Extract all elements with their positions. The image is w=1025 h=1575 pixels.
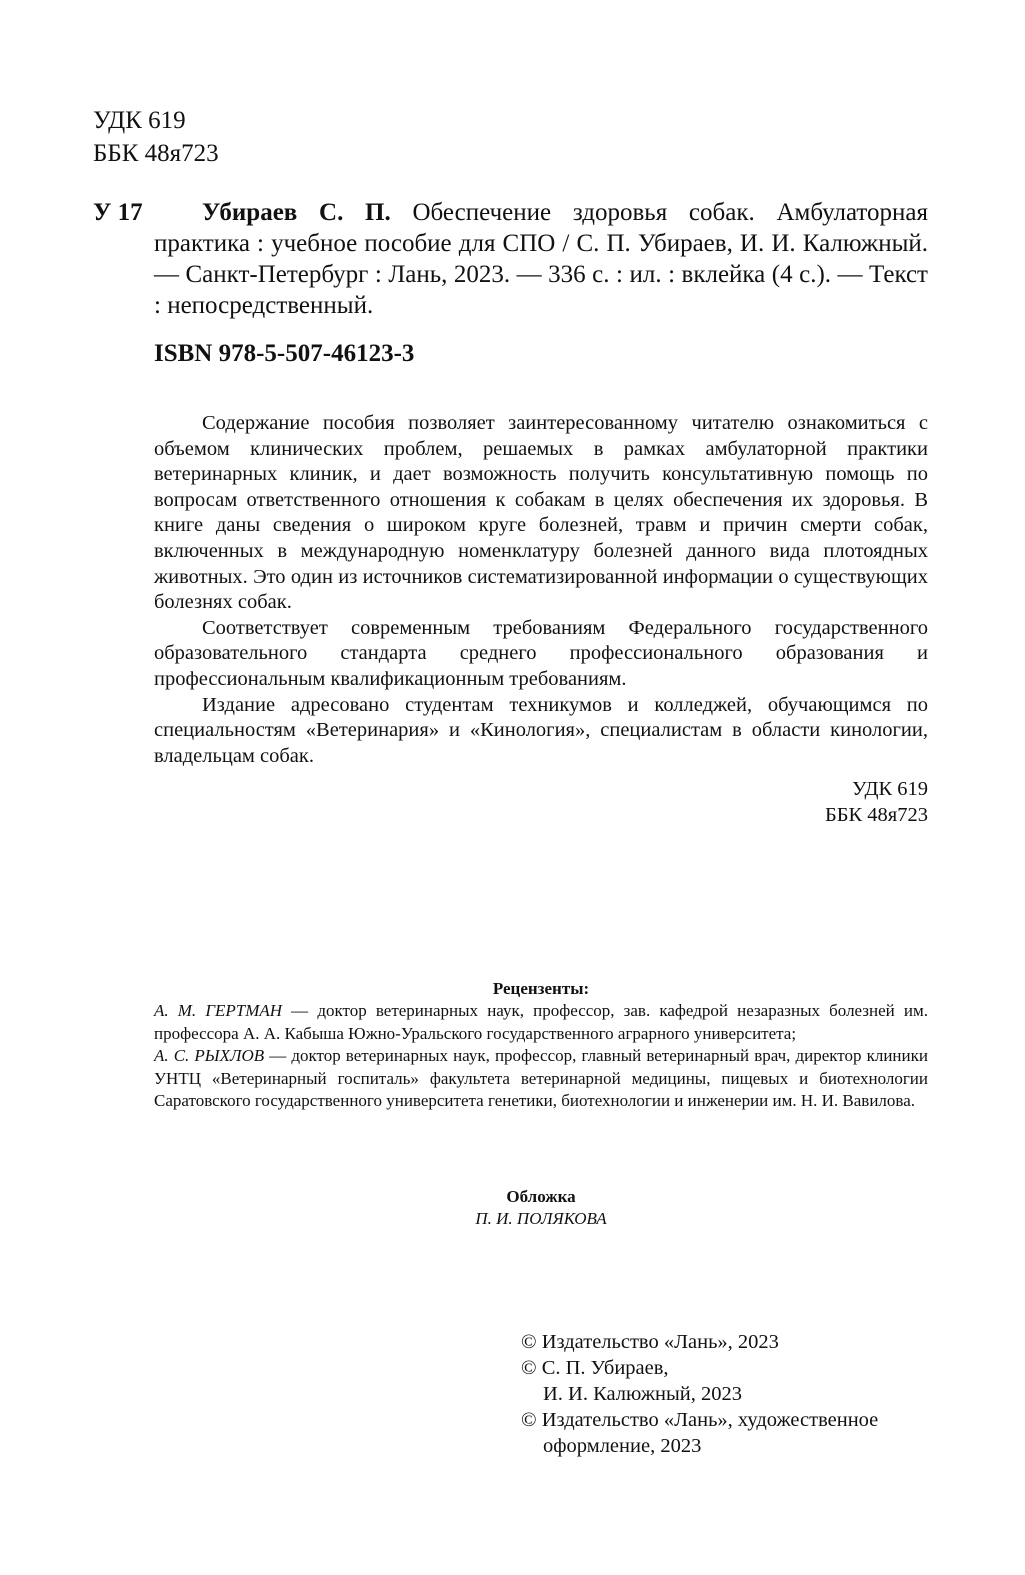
author-sign: У 17 [93, 199, 143, 226]
reviewer-description: — доктор ветеринарных наук, профессор, зав. кафедрой незаразных болезней им. профессора А. А. Кабыша Южно-Уральского государственного аграрного университета; [154, 1001, 929, 1043]
annotation-paragraph: Соответствует современным требованиям Федерального государственного образовательного стандарта среднего профессионального образования и профессиональным квалификационным требованиям. [154, 616, 928, 690]
copyright-line: И. И. Калюжный, 2023 [543, 1383, 742, 1405]
reviewer-description: — доктор ветеринарных наук, профессор, главный ветеринарный врач, директор клиники УНТЦ «Ветеринарный госпиталь» факультета ветеринарной медицины, пищевых и биотехнологии Саратовского государственного университета генетики, биотехнологии и инженерии им. Н. И. Вавилова. [154, 1046, 928, 1111]
reviewer-entry [154, 1000, 928, 1045]
bbk-code: ББК 48я723 [824, 804, 928, 826]
copyright-line: © Издательство «Лань», 2023 [521, 1331, 779, 1353]
annotation-paragraph: Содержание пособия позволяет заинтересованному читателю ознакомиться с объемом клинических проблем, решаемых в рамках амбулаторной практики ветеринарных клиник, и дает возможность получить консультативную помощь по вопросам ответственного отношения к собакам в целях обеспечения их здоровья. В книге даны сведения о широком круге болезней, травм и причин смерти собак, включенных в международную номенклатуру болезней данного вида плотоядных животных. Это один из источников систематизированной информации о существующих болезнях собак. [154, 412, 928, 614]
cover-designer: П. И. ПОЛЯКОВА [475, 1209, 607, 1228]
reviewer-entry [154, 1045, 928, 1112]
copyright-line: оформление, 2023 [543, 1435, 702, 1457]
annotation [154, 411, 928, 769]
annotation-paragraph: Издание адресовано студентам техникумов и колледжей, обучающимся по специальностям «Ветеринария» и «Кинология», специалистам в области кинологии, владельцам собак. [154, 693, 928, 767]
reviewer-name: А. С. РЫХЛОВ [154, 1046, 265, 1066]
bbk-code: ББК 48я723 [93, 140, 219, 167]
isbn: ISBN 978-5-507-46123-3 [154, 340, 415, 367]
reviewer-name: А. М. ГЕРТМАН [154, 1001, 283, 1021]
classification-codes-bottom [825, 776, 928, 828]
copyright-block [521, 1329, 878, 1459]
cover-credit [154, 1186, 928, 1230]
cover-heading: Обложка [506, 1187, 576, 1206]
bibliographic-description [154, 197, 928, 321]
copyright-line: © С. П. Убираев, [521, 1357, 669, 1379]
description-text: Обеспечение здоровья собак. Амбулаторная практика : учебное пособие для СПО / С. П. Убираев, И. И. Калюжный. — Санкт-Петербург : Лань, 2023. — 336 с. : ил. : вклейка (4 с.). — Текст : непосредственный. [154, 199, 928, 319]
copyright-line: © Издательство «Лань», художественное [521, 1409, 879, 1431]
classification-codes-top [93, 104, 219, 170]
udk-code: УДК 619 [93, 107, 186, 134]
reviewers-section [154, 978, 928, 1112]
author-name: Убираев С. П. [202, 199, 391, 226]
udk-code: УДК 619 [852, 778, 928, 800]
reviewers-heading: Рецензенты: [492, 979, 590, 998]
bibliographic-entry [93, 197, 928, 321]
